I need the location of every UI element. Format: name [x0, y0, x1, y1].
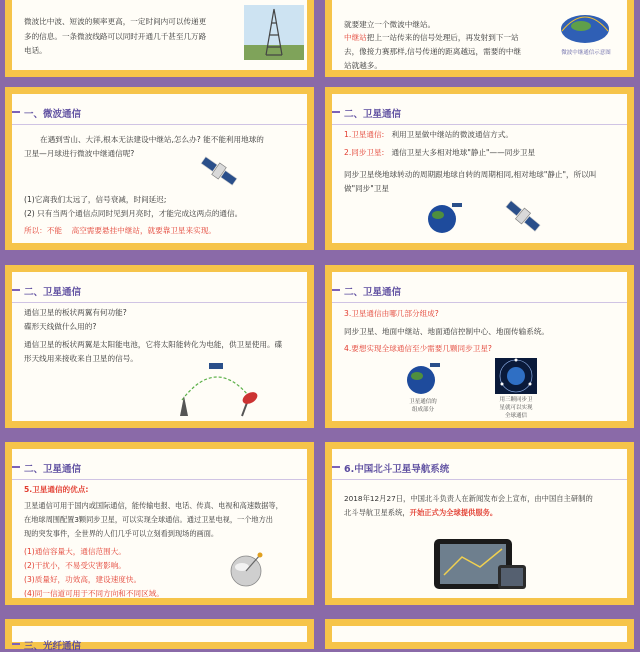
- list-item: (2)干扰小，不易受灾害影响。: [24, 561, 126, 570]
- divider: [332, 124, 627, 125]
- tower-photo: [244, 5, 304, 60]
- definition-line: 1.卫星通信: 利用卫星做中继站的微波通信方式。: [344, 130, 513, 139]
- slide-satellite-3: [325, 265, 634, 428]
- subheading: 5.卫星通信的优点:: [24, 485, 89, 494]
- slide-satellite-4: [5, 442, 314, 605]
- answer: 形天线用来接收来自卫星的信号。: [24, 354, 138, 363]
- section-heading: 6.中国北斗卫星导航系统: [344, 461, 449, 475]
- list-item: (1)通信容量大，通信范围大。: [24, 547, 126, 556]
- globe-satellite-icon: [404, 360, 442, 396]
- divider: [12, 124, 307, 125]
- slide-beidou: [325, 442, 634, 605]
- text-line: 在地球周围配置3颗同步卫星，可以实现全球通信。通过卫星电视，一个地方出: [24, 515, 273, 524]
- satellite-icon: [198, 152, 240, 190]
- section-heading: 三、光纤通信: [24, 638, 81, 652]
- question: 3.卫星通信由哪几部分组成?: [344, 309, 439, 318]
- list-item: (1)它离我们太远了，信号衰减，时间延迟;: [24, 195, 167, 204]
- globe-satellite-icon: [424, 199, 464, 235]
- answer: 通信卫星的板状两翼是太阳能电池，它将太阳能转化为电能，供卫星使用。碟: [24, 340, 283, 349]
- text-line: 就要建立一个微波中继站。: [344, 20, 436, 29]
- conclusion: 所以：不能 高空需要悬挂中继站，就要靠卫星来实现。: [24, 226, 216, 235]
- text-line: 北斗导航卫星系统，开始正式为全球提供服务。: [344, 508, 498, 517]
- slide-top-right: [325, 0, 634, 77]
- text-line: 多的信息。一条微波线路可以同时开通几千甚至几万路: [24, 32, 207, 41]
- list-item: (4)同一信道可用于不同方向和不同区域。: [24, 589, 164, 598]
- section-heading: 二、卫星通信: [344, 284, 401, 298]
- satellite-icon: [502, 196, 544, 236]
- text-line: 中继站把上一站传来的信号处理后，再发射到下一站: [344, 33, 519, 42]
- section-heading: 一、微波通信: [24, 106, 81, 120]
- question: 4.要想实现全球通信至少需要几颗同步卫星?: [344, 344, 492, 353]
- text-line: 卫星—月球进行微波中继通信呢?: [24, 149, 135, 158]
- slide-top-left: [5, 0, 314, 77]
- answer: 同步卫星、地面中继站、地面通信控制中心、地面传输系统。: [344, 327, 550, 336]
- text-line: 卫星通信可用于国内或国际通信，能传输电报、电话、传真、电视和高速数据等，: [24, 501, 283, 510]
- slide-bottom-right: [325, 619, 634, 649]
- dish-antenna-icon: [162, 360, 272, 418]
- text-line: 电话。: [24, 46, 47, 55]
- divider: [12, 479, 307, 480]
- section-heading: 二、卫星通信: [344, 106, 401, 120]
- text-line: 2018年12月27日，中国北斗负责人在新闻发布会上宣布，由中国自主研制的: [344, 494, 593, 503]
- navigation-device-figure: [432, 535, 530, 593]
- text-line: 在遇到雪山、大洋,根本无法建设中继站,怎么办? 能不能利用地球的: [40, 135, 264, 144]
- divider: [332, 479, 627, 480]
- question: 通信卫星的板状两翼有何功能?: [24, 308, 127, 317]
- list-item: (3)质量好，功效高，建设速度快。: [24, 575, 142, 584]
- definition-line: 2.同步卫星: 通信卫星大多相对地球"静止"——同步卫星: [344, 148, 536, 157]
- slide-satellite-1: [325, 87, 634, 250]
- slide-microwave: [5, 87, 314, 250]
- figure-caption: 卫星通信的 组成部分: [409, 399, 437, 413]
- text-line: 微波比中波、短波的频率更高，一定时间内可以传递更: [24, 17, 207, 26]
- figure-caption: 用三颗同步卫 星就可以实现 全球通信: [499, 397, 533, 419]
- slide-bottom-left: [5, 619, 314, 652]
- list-item: (2) 只有当两个通信点同时见到月亮时，才能完成这两点的通信。: [24, 209, 243, 218]
- section-heading: 二、卫星通信: [24, 284, 81, 298]
- slide-satellite-2: [5, 265, 314, 428]
- three-satellites-figure: [495, 358, 537, 394]
- figure-caption: 微波中继通信示意图: [561, 50, 611, 56]
- text-line: 站就越多。: [344, 61, 382, 70]
- text-line: 去，像接力赛那样,信号传递的距离越远，需要的中继: [344, 47, 522, 56]
- earth-relay-figure: [554, 11, 616, 47]
- divider: [332, 302, 627, 303]
- text-line: 做"同步"卫星: [344, 184, 389, 193]
- section-heading: 二、卫星通信: [24, 461, 81, 475]
- question: 碟形天线做什么用的?: [24, 322, 97, 331]
- text-line: 现的突发事件，全世界的人们几乎可以立刻看到现场的画面。: [24, 529, 219, 538]
- divider: [12, 302, 307, 303]
- satellite-icon: [224, 547, 268, 591]
- text-line: 同步卫星绕地球转动的周期跟地球自转的周期相同,相对地球"静止"，所以叫: [344, 170, 597, 179]
